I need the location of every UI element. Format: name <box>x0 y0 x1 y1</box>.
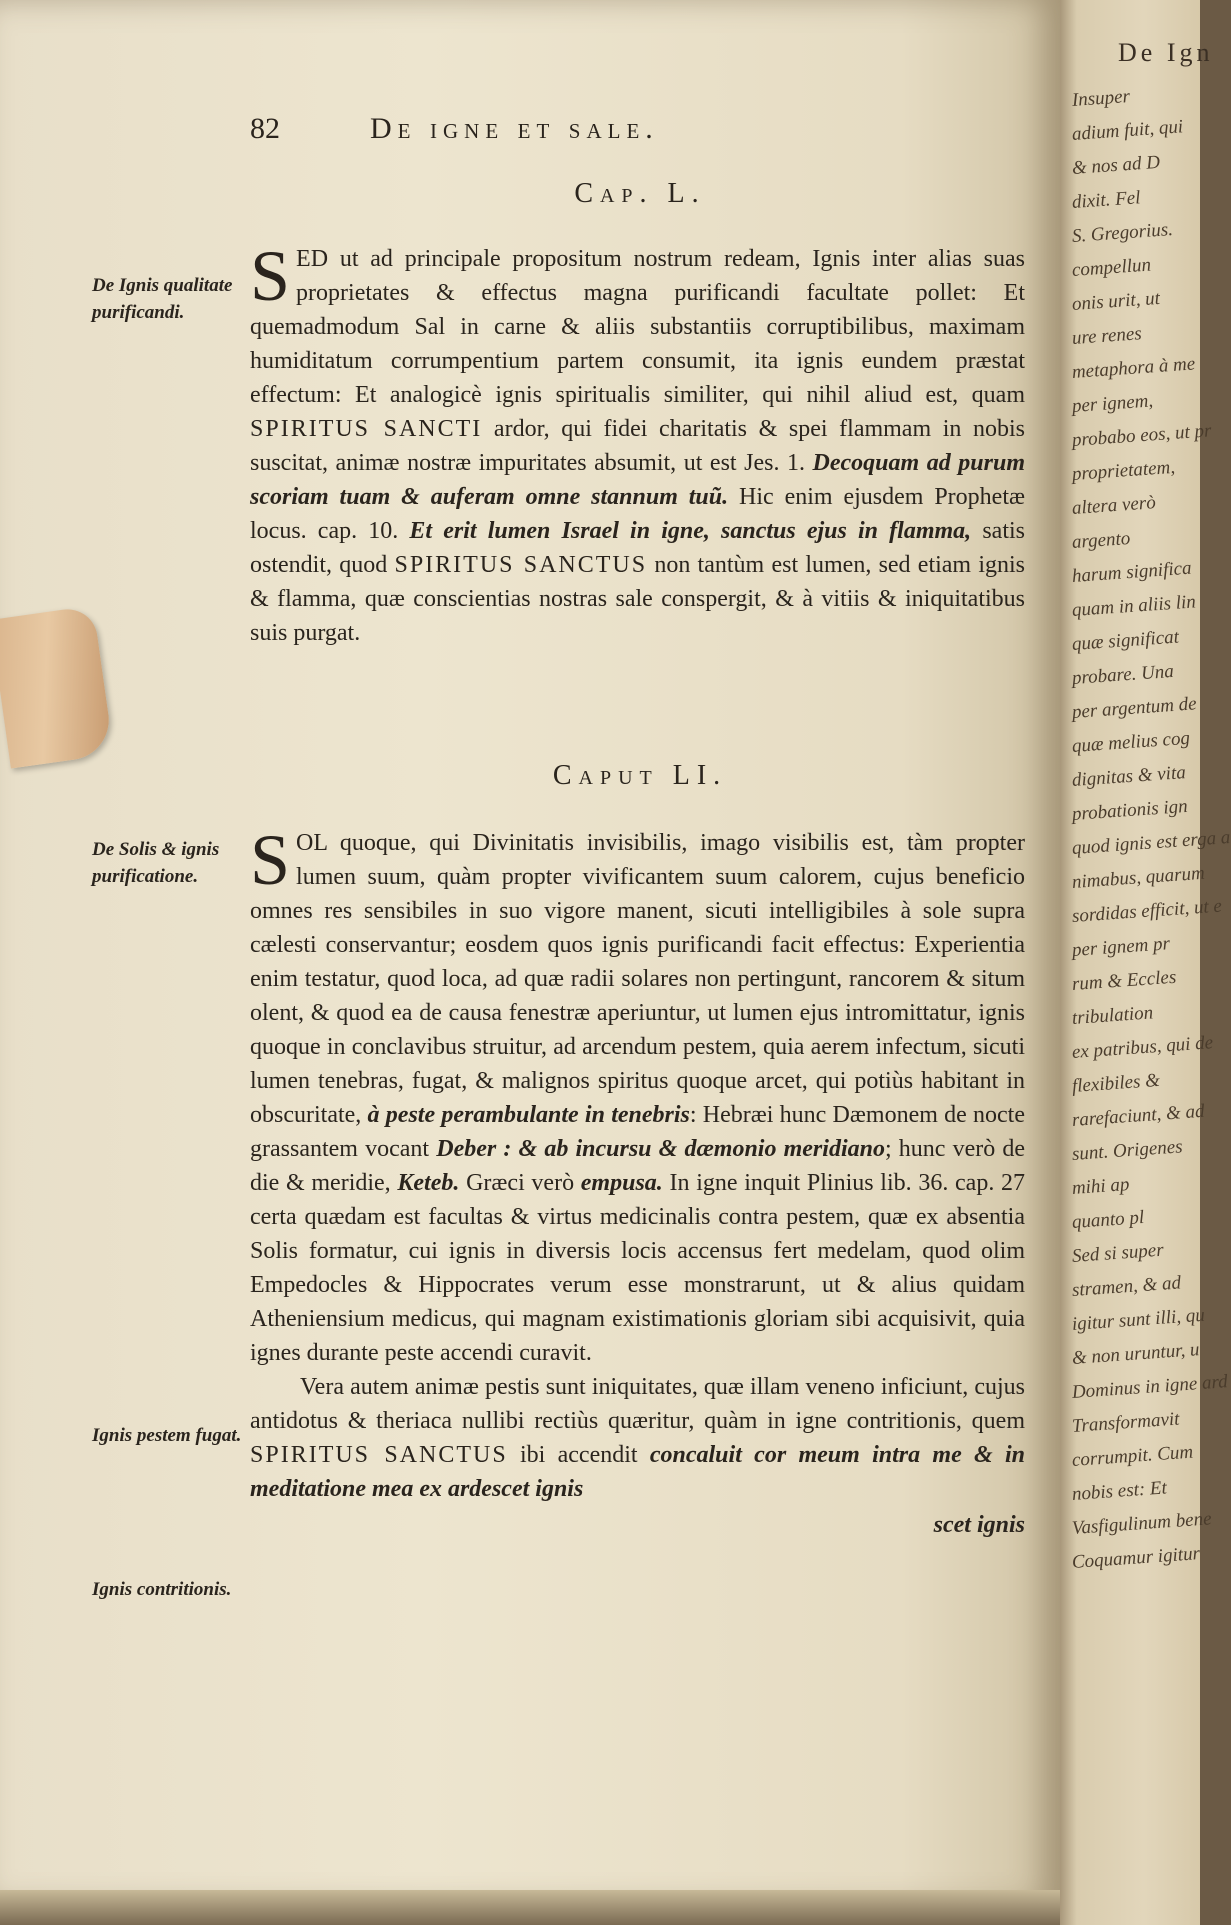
text-segment: Hic enim ejusdem Prophetæ locus. cap. 10. <box>250 484 1025 544</box>
facing-page-line: flexibiles & <box>1071 1069 1161 1097</box>
facing-page-line: per argentum de <box>1071 693 1198 723</box>
text-segment: In igne inquit Plinius lib. 36. cap. 27 certa quædam est facultas & virtus medicinalis contra pestem, quæ ex absentia Solis formatur, cui ignis in diversis locis accensus fert medelam, quod olim Empedocles & Hippocrates verum esse monstrarunt, ut & alius quidam Atheniensium medicus, qui magnam existimationis gloriam sibi acquisivit, quia ignes durante peste accendi curavit. <box>250 1170 1026 1366</box>
facing-page-line: per ignem, <box>1071 390 1154 417</box>
text-segment: ibi accendit <box>519 1442 638 1468</box>
page-title: De igne et sale. <box>370 112 659 145</box>
page-number: 82 <box>250 112 280 145</box>
text-segment: : Hebræi hunc Dæmonem de nocte grassantem vocant <box>250 1102 1025 1162</box>
margin-note-pestem-fugat: Ignis pestem fugat. <box>92 1425 242 1446</box>
facing-page-line: dignitas & vita <box>1071 762 1187 791</box>
margin-note-solis-ignis: De Solis & ignis purificatione. <box>92 839 220 887</box>
quote-empusa: empusa. <box>580 1170 663 1196</box>
facing-page-line: compellun <box>1071 254 1152 281</box>
facing-page-line: onis urit, ut <box>1071 287 1161 315</box>
facing-page-line: altera verò <box>1071 492 1157 519</box>
facing-page-line: ure renes <box>1071 323 1143 349</box>
spiritus-sancti: SPIRITUS SANCTI <box>250 416 483 442</box>
facing-page-line: S. Gregorius. <box>1071 218 1174 247</box>
facing-page-line: adium fuit, qui <box>1071 116 1184 145</box>
drop-cap: S <box>250 236 291 316</box>
text-segment: ED ut ad principale propositum nostrum redeam, Ignis inter alias suas proprietates & effectus magna purificandi facultate pollet: Et quemadmodum Sal in carne & aliis substantiis corruptibilibus, maximam humiditatum corrumpentium partem consumit, ita ignis eundem præstat effectum: Et analogicè ignis spiritualis similiter, qui nihil aliud est, quam <box>250 246 1025 408</box>
facing-page-line: harum significa <box>1071 557 1193 587</box>
chapter-heading-li: Caput LI. <box>552 760 728 791</box>
margin-note-ignis-qualitate: De Ignis qualitate purificandi. <box>92 275 233 323</box>
facing-page-line: sunt. Origenes <box>1071 1136 1184 1165</box>
quote-jesaia-1: Decoquam ad purum scoriam tuam & auferam omne stannum tuũ. <box>250 450 1025 510</box>
facing-page-line: quæ melius cog <box>1071 727 1191 757</box>
facing-page-line: argento <box>1071 527 1131 553</box>
quote-jesaia-10: Et erit lumen Israel in igne, sanctus ejus in flamma, <box>409 518 972 544</box>
text-segment: Vera autem animæ pestis sunt iniquitates, quæ illam veneno inficiunt, cujus antidotus & theriaca nullibi rectiùs quæritur, quàm in igne contritionis, quem <box>250 1374 1025 1434</box>
facing-page-line: Insuper <box>1071 85 1131 111</box>
facing-page-line: corrumpit. Cum <box>1071 1441 1194 1471</box>
facing-page-line: sordidas efficit, ut e <box>1071 895 1223 927</box>
facing-page-heading: De Ign <box>1118 38 1214 67</box>
quote-deber: Deber : & ab incursu & dæmonio meridiano <box>436 1136 885 1162</box>
facing-page-line: Dominus in igne ard <box>1071 1371 1229 1403</box>
facing-page-line: ex patribus, qui de <box>1071 1032 1214 1063</box>
facing-page-line: Vasfigulinum bene <box>1071 1508 1213 1539</box>
quote-keteb: Keteb. <box>397 1170 460 1196</box>
facing-page-line: quod ignis est erga a <box>1071 826 1231 859</box>
chapter-heading-l: Cap. L. <box>574 178 706 209</box>
facing-page <box>1060 0 1231 1925</box>
catchword: scet ignis <box>933 1512 1025 1538</box>
facing-page-line: rarefaciunt, & ad <box>1071 1100 1206 1131</box>
facing-page-line: quæ significat <box>1071 626 1180 655</box>
quote-concaluit: concaluit cor meum intra me & in meditatione mea ex ardescet ignis <box>250 1442 1025 1502</box>
text-segment: ; hunc verò de die & meridie, <box>250 1136 1026 1196</box>
facing-page-line: metaphora à me <box>1071 353 1196 383</box>
facing-page-line: proprietatem, <box>1071 456 1176 485</box>
facing-page-line: probabo eos, ut pr <box>1071 420 1213 451</box>
facing-page-line: nobis est: Et <box>1071 1477 1168 1505</box>
facing-page-lines <box>1060 85 1231 1574</box>
quote-peste: à peste perambulante in tenebris <box>367 1102 690 1128</box>
text-segment: ardor, qui fidei charitatis & spei flammam in nobis suscitat, animæ nostræ impuritates absumit, ut est Jes. 1. <box>250 416 1026 476</box>
facing-page-line: mihi ap <box>1071 1174 1131 1199</box>
facing-page-line: dixit. Fel <box>1071 187 1142 213</box>
text-segment: satis ostendit, quod <box>250 518 1026 578</box>
facing-page-line: & non uruntur, u <box>1071 1339 1201 1369</box>
chapter-l-text <box>250 236 1026 650</box>
facing-page-line: stramen, & ad <box>1071 1272 1182 1301</box>
margin-note-contritionis: Ignis contritionis. <box>92 1579 232 1600</box>
facing-page-line: igitur sunt illi, qu <box>1071 1304 1206 1335</box>
facing-page-line: Sed si super <box>1071 1239 1165 1267</box>
text-segment: non tantùm est lumen, sed etiam ignis & flamma, quæ conscientias nostras sale conspergit, & à vitiis & iniquitatibus suis purgat. <box>250 552 1026 646</box>
facing-page-line: probare. Una <box>1071 660 1175 689</box>
page-bottom-edge <box>0 1890 1060 1925</box>
spiritus-sanctus: SPIRITUS SANCTUS <box>394 552 648 578</box>
facing-page-line: per ignem pr <box>1071 933 1171 961</box>
facing-page-line: tribulation <box>1071 1002 1154 1029</box>
facing-page-line: quanto pl <box>1071 1206 1145 1233</box>
facing-page-line: probationis ign <box>1071 795 1189 825</box>
facing-page-line: rum & Eccles <box>1071 966 1177 995</box>
spiritus-sanctus: SPIRITUS SANCTUS <box>250 1442 508 1468</box>
chapter-li-text <box>250 820 1026 1542</box>
drop-cap: S <box>250 820 291 900</box>
text-segment: Græci verò <box>466 1170 575 1196</box>
facing-page-line: nimabus, quarum <box>1071 862 1206 893</box>
bookmark-tab <box>0 605 114 768</box>
facing-page-line: Transformavit <box>1071 1408 1181 1437</box>
facing-page-line: quam in aliis lin <box>1071 591 1197 621</box>
facing-page-line: & nos ad D <box>1071 151 1161 179</box>
facing-page-line: Coquamur igitur <box>1071 1543 1201 1573</box>
running-head <box>250 112 1030 146</box>
text-segment: OL quoque, qui Divinitatis invisibilis, imago visibilis est, tàm propter lumen suum, quàm propter vivificantem suum calorem, cujus beneficio omnes res sensibiles in suo vigore manent, sicuti intelligibiles à sole supra cælesti conservantur; eosdem quos ignis purificandi facit effectus: Experientia enim testatur, quod loca, ad quæ radii solares non pertingunt, rancorem & situm olent, & quod ea de causa fenestræ aperiuntur, ut lumen ejus intromittatur, ignis quoque in conclavibus struitur, ad arcendum pestem, quia aerem infectum, sicuti lumen tenebras, fugat, & malignos spiritus quoque arcet, qui potiùs habitant in obscuritate, <box>250 830 1025 1128</box>
